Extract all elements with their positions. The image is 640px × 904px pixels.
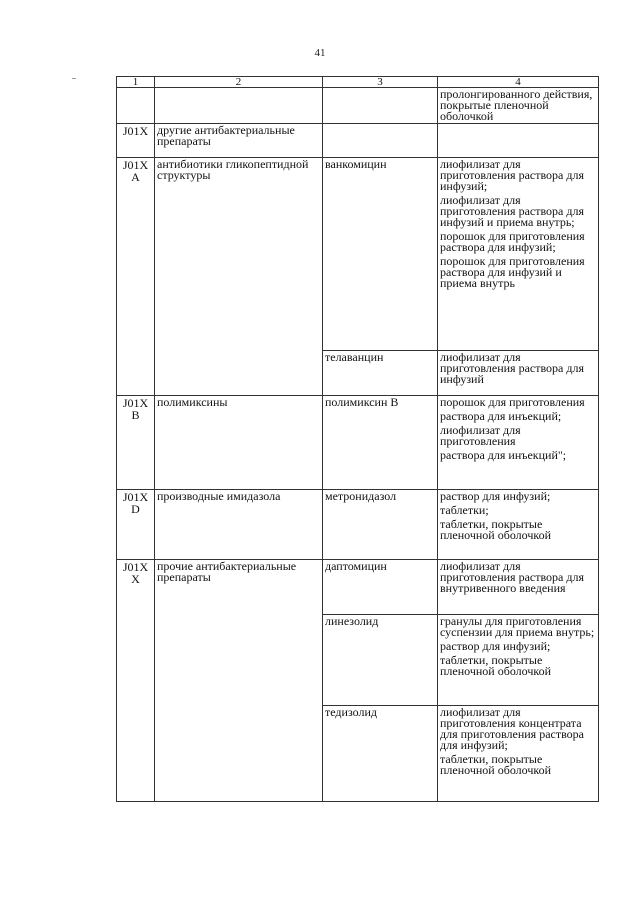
drug-cell <box>323 124 438 158</box>
forms-cell <box>438 560 599 615</box>
table-row <box>117 490 599 560</box>
dosage-form: гранулы для приготовления суспензии для приема внутрь; <box>440 614 595 639</box>
group-cell: полимиксины <box>155 396 323 490</box>
table-row <box>117 560 599 615</box>
dosage-form: таблетки, покрытые пленочной оболочкой <box>440 517 552 542</box>
table-row <box>117 88 599 124</box>
drug-cell: полимиксин В <box>323 396 438 490</box>
table-row <box>117 396 599 490</box>
forms-cell <box>438 351 599 396</box>
forms-cell <box>438 490 599 560</box>
table-header-row <box>117 77 599 88</box>
drug-cell: ванкомицин <box>323 158 438 351</box>
atc-code-cell: J01X <box>117 124 155 158</box>
dosage-form: лиофилизат для приготовления раствора для инфузий; <box>440 157 584 193</box>
dosage-form: лиофилизат для приготовления раствора для внутривенного введения <box>440 559 584 595</box>
atc-code-cell: J01X A <box>117 158 155 396</box>
atc-code-cell: J01X B <box>117 396 155 490</box>
dosage-form: порошок для приготовления раствора для инфузий; <box>440 229 585 254</box>
dosage-form: таблетки, покрытые пленочной оболочкой <box>440 752 552 777</box>
group-cell: производные имидазола <box>155 490 323 560</box>
dosage-form: раствор для инфузий; <box>440 489 551 503</box>
dosage-form: лиофилизат для приготовления раствора для инфузий <box>440 350 584 386</box>
page-number: 41 <box>314 47 326 59</box>
drug-cell: телаванцин <box>323 351 438 396</box>
dosage-form: таблетки; <box>440 503 489 517</box>
table-row <box>117 158 599 351</box>
forms-cell <box>438 88 599 124</box>
atc-code-cell: J01X D <box>117 490 155 560</box>
dosage-form: раствор для инфузий; <box>440 639 551 653</box>
drug-table <box>116 76 599 802</box>
column-header: 2 <box>155 77 323 88</box>
dosage-form: лиофилизат для приготовления <box>440 423 521 448</box>
forms-cell <box>438 396 599 490</box>
group-cell: другие антибактериальные препараты <box>155 124 323 158</box>
dosage-form: лиофилизат для приготовления концентрата для приготовления раствора для инфузий; <box>440 705 584 752</box>
group-cell: прочие антибактериальные препараты <box>155 560 323 802</box>
atc-code-cell <box>117 88 155 124</box>
group-cell: антибиотики гликопептидной структуры <box>155 158 323 396</box>
dosage-form: лиофилизат для приготовления раствора для инфузий и приема внутрь; <box>440 193 584 229</box>
forms-cell <box>438 158 599 351</box>
drug-cell: линезолид <box>323 615 438 706</box>
column-header: 3 <box>323 77 438 88</box>
atc-code-cell: J01X X <box>117 560 155 802</box>
dosage-form: раствора для инъекций; <box>440 409 562 423</box>
scan-mark <box>72 78 76 79</box>
forms-cell <box>438 615 599 706</box>
drug-cell: тедизолид <box>323 706 438 802</box>
drug-cell: даптомицин <box>323 560 438 615</box>
dosage-form: пролонгированного действия, покрытые пленочной оболочкой <box>440 87 593 123</box>
table-row <box>117 124 599 158</box>
dosage-form: порошок для приготовления раствора для инфузий и приема внутрь <box>440 254 585 290</box>
forms-cell <box>438 124 599 158</box>
drug-cell: метронидазол <box>323 490 438 560</box>
column-header: 1 <box>117 77 155 88</box>
dosage-form: раствора для инъекций"; <box>440 448 567 462</box>
drug-cell <box>323 88 438 124</box>
forms-cell <box>438 706 599 802</box>
column-header: 4 <box>438 77 599 88</box>
group-cell <box>155 88 323 124</box>
dosage-form: таблетки, покрытые пленочной оболочкой <box>440 653 552 678</box>
dosage-form: порошок для приготовления <box>440 395 585 409</box>
